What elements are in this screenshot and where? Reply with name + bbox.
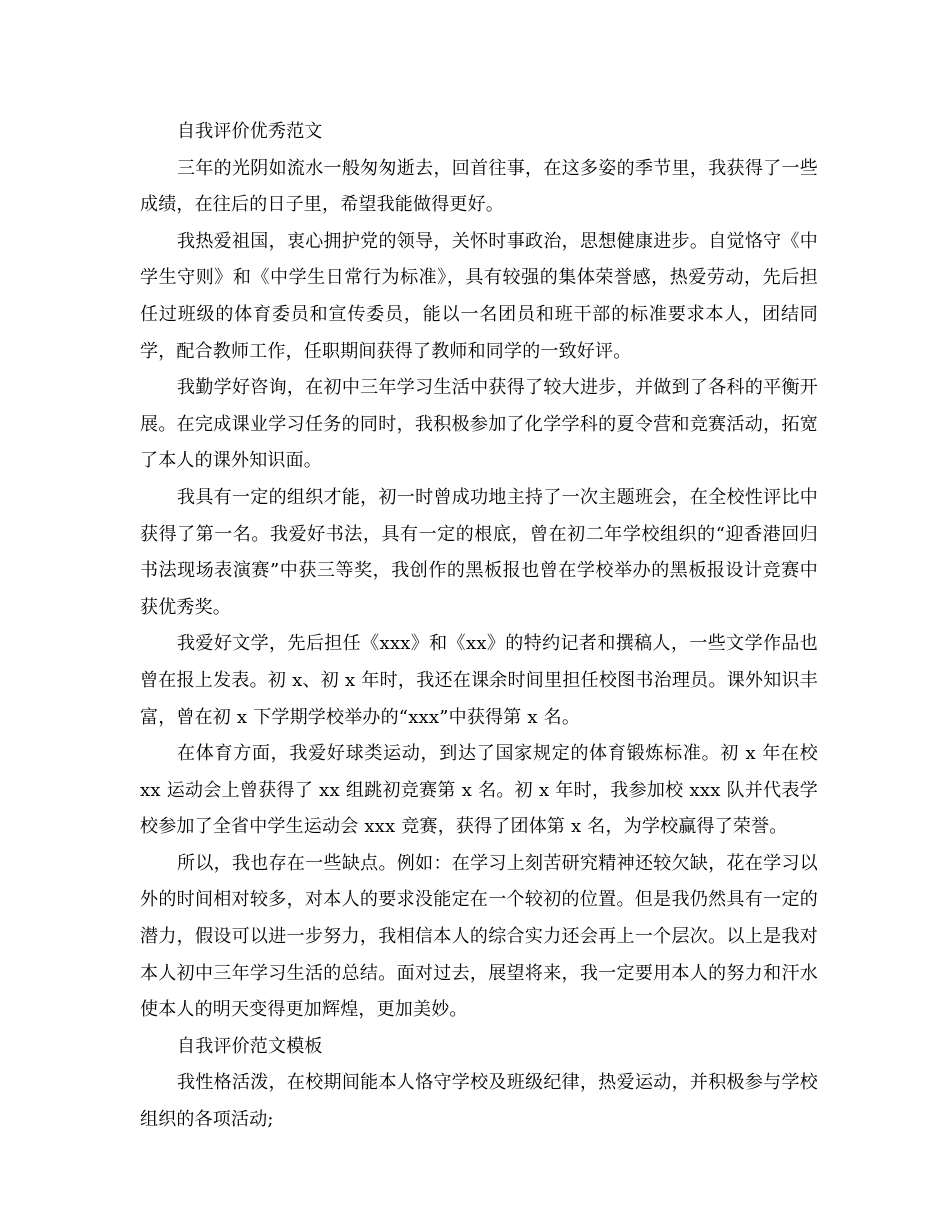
paragraph: 在体育方面，我爱好球类运动，到达了国家规定的体育锻炼标准。初 x 年在校 xx 运动会上曾获得了 xx 组跳初竞赛第 x 名。初 x 年时，我参加校 xxx 队并代表学校参加了全省中学生运动会 xxx 竞赛，获得了团体第 x 名，为学校赢得了荣誉。 [140,743,818,838]
paragraph: 我性格活泼，在校期间能本人恪守学校及班级纪律，热爱运动，并积极参与学校组织的各项活动; [140,1072,818,1131]
paragraph: 我爱好文学，先后担任《xxx》和《xx》的特约记者和撰稿人，一些文学作品也曾在报上发表。初 x、初 x 年时，我还在课余时间里担任校图书治理员。课外知识丰富，曾在初 x 下学期学校举办的“xxx”中获得第 x 名。 [140,633,818,728]
paragraph: 我勤学好咨询，在初中三年学习生活中获得了较大进步，并做到了各科的平衡开展。在完成课业学习任务的同时，我积极参加了化学学科的夏令营和竞赛活动，拓宽了本人的课外知识面。 [140,377,818,472]
paragraph: 所以，我也存在一些缺点。例如：在学习上刻苦研究精神还较欠缺，花在学习以外的时间相对较多，对本人的要求没能定在一个较初的位置。但是我仍然具有一定的潜力，假设可以进一步努力，我相信本人的综合实力还会再上一个层次。以上是我对本人初中三年学习生活的总结。面对过去，展望将来，我一定要用本人的努力和汗水使本人的明天变得更加辉煌，更加美妙。 [140,852,818,1021]
paragraph: 我热爱祖国，衷心拥护党的领导，关怀时事政治，思想健康进步。自觉恪守《中学生守则》和《中学生日常行为标准》，具有较强的集体荣誉感，热爱劳动，先后担任过班级的体育委员和宣传委员，能以一名团员和班干部的标准要求本人，团结同学，配合教师工作，任职期间获得了教师和同学的一致好评。 [140,230,818,362]
paragraph: 三年的光阴如流水一般匆匆逝去，回首往事，在这多姿的季节里，我获得了一些成绩，在往后的日子里，希望我能做得更好。 [140,157,818,216]
section-title: 自我评价范文模板 [177,1035,323,1057]
paragraph: 我具有一定的组织才能，初一时曾成功地主持了一次主题班会，在全校性评比中获得了第一名。我爱好书法，具有一定的根底，曾在初二年学校组织的“迎香港回归书法现场表演赛”中获三等奖，我创作的黑板报也曾在学校举办的黑板报设计竞赛中获优秀奖。 [140,486,818,618]
section-title: 自我评价优秀范文 [177,121,323,142]
document-body [140,114,818,1139]
